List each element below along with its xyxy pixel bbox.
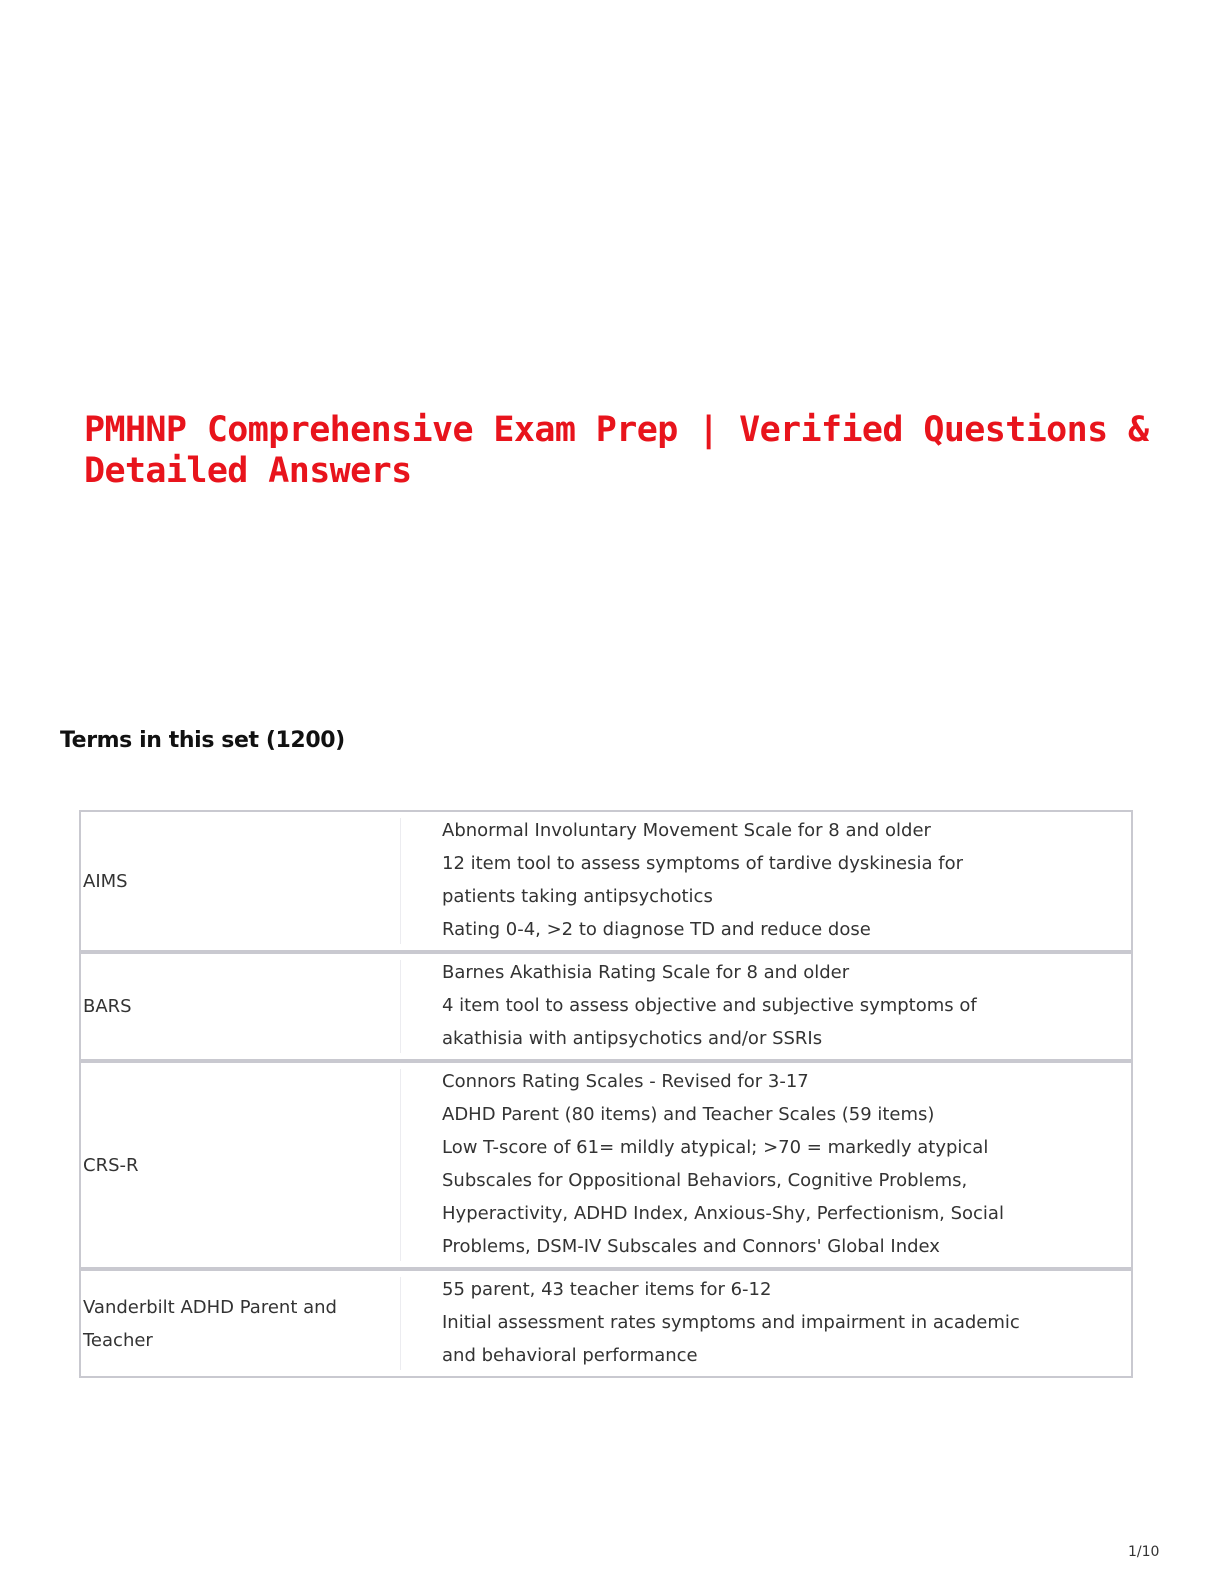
term-cell: Vanderbilt ADHD Parent and Teacher <box>81 1277 401 1370</box>
document-title: PMHNP Comprehensive Exam Prep | Verified Questions & Detailed Answers <box>84 410 1149 491</box>
term-cell: BARS <box>81 960 401 1053</box>
definition-line: ADHD Parent (80 items) and Teacher Scales (59 items) <box>442 1104 935 1125</box>
definition-line: Initial assessment rates symptoms and impairment in academic <box>442 1312 1020 1333</box>
term-row <box>79 1061 1133 1269</box>
definition-line: Problems, DSM-IV Subscales and Connors' Global Index <box>442 1236 940 1257</box>
definition-cell <box>401 954 1131 1059</box>
definition-line: and behavioral performance <box>442 1345 698 1366</box>
definition-line: Subscales for Oppositional Behaviors, Cognitive Problems, <box>442 1170 968 1191</box>
definition-line: 12 item tool to assess symptoms of tardive dyskinesia for <box>442 853 964 874</box>
definition-cell <box>401 1063 1131 1267</box>
terms-table <box>79 810 1133 1378</box>
definition-line: Connors Rating Scales - Revised for 3-17 <box>442 1071 809 1092</box>
definition-line: 55 parent, 43 teacher items for 6-12 <box>442 1279 772 1300</box>
term-row <box>79 952 1133 1061</box>
definition-cell <box>401 1271 1131 1376</box>
definition-line: Rating 0-4, >2 to diagnose TD and reduce dose <box>442 919 871 940</box>
term-row <box>79 1269 1133 1378</box>
definition-line: Low T-score of 61= mildly atypical; >70 = markedly atypical <box>442 1137 989 1158</box>
definition-line: 4 item tool to assess objective and subjective symptoms of <box>442 995 977 1016</box>
term-cell: AIMS <box>81 818 401 944</box>
definition-line: akathisia with antipsychotics and/or SSRIs <box>442 1028 823 1049</box>
definition-line: Abnormal Involuntary Movement Scale for 8 and older <box>442 820 931 841</box>
definition-line: Barnes Akathisia Rating Scale for 8 and older <box>442 962 850 983</box>
page-number: 1/10 <box>1128 1544 1160 1560</box>
term-row <box>79 810 1133 952</box>
terms-set-heading: Terms in this set (1200) <box>60 728 345 753</box>
term-cell: CRS-R <box>81 1069 401 1261</box>
definition-line: patients taking antipsychotics <box>442 886 713 907</box>
definition-line: Hyperactivity, ADHD Index, Anxious-Shy, Perfectionism, Social <box>442 1203 1004 1224</box>
definition-cell <box>401 812 1131 950</box>
